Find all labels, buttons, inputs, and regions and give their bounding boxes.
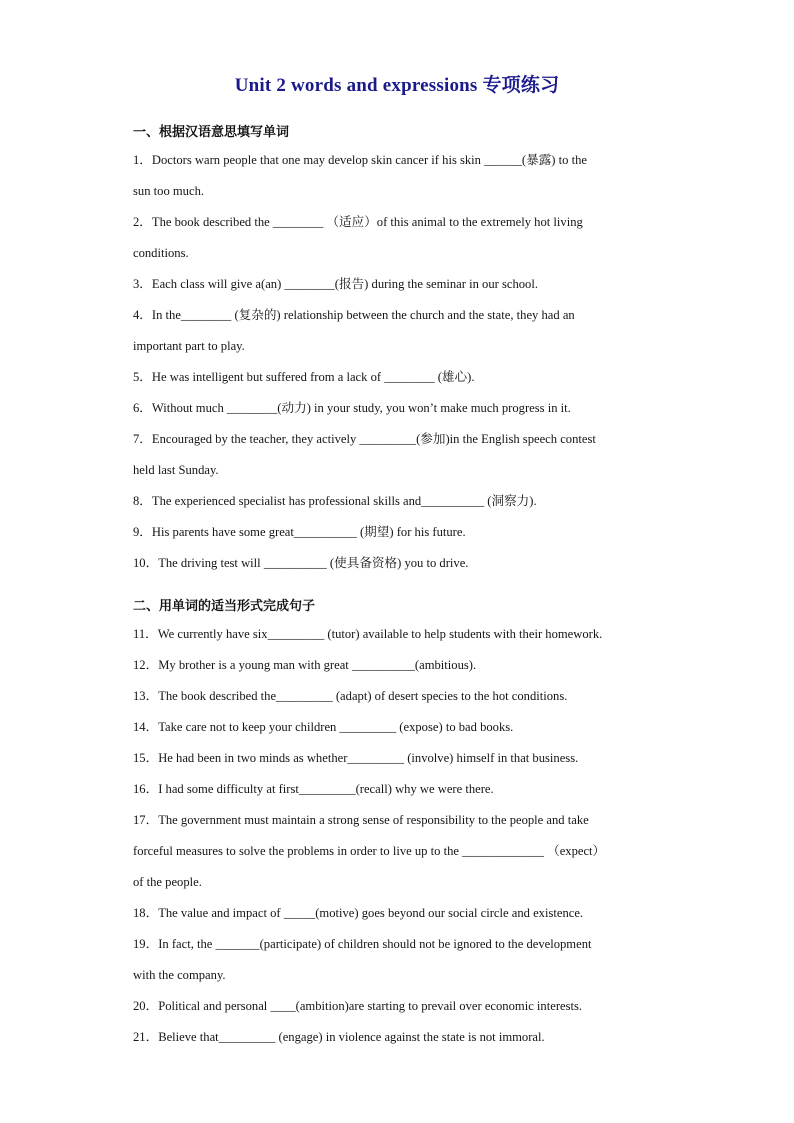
question-2-continued: conditions. xyxy=(133,246,189,260)
question-9: 9．His parents have some great__________ (期望) for his future. xyxy=(133,525,466,539)
question-18: 18．The value and impact of _____(motive) goes beyond our social circle and existence. xyxy=(133,906,584,920)
section-1-heading: 一、根据汉语意思填写单词 xyxy=(133,125,290,140)
question-21: 21．Believe that_________ (engage) in violence against the state is not immoral. xyxy=(133,1030,545,1044)
question-14: 14．Take care not to keep your children _________ (expose) to bad books. xyxy=(133,720,514,734)
question-10: 10．The driving test will __________ (使具备资格) you to drive. xyxy=(133,556,469,570)
question-17-continued: forceful measures to solve the problems in order to live up to the _____________ （expect） xyxy=(133,844,606,858)
question-7: 7．Encouraged by the teacher, they actively _________(参加)in the English speech contest xyxy=(133,432,596,446)
question-17-continued-2: of the people. xyxy=(133,875,202,889)
exercise-content xyxy=(133,121,663,1053)
question-1-continued: sun too much. xyxy=(133,184,205,198)
section-2-items xyxy=(133,619,663,1053)
question-15: 15．He had been in two minds as whether_________ (involve) himself in that business. xyxy=(133,751,579,765)
question-2: 2．The book described the ________ （适应）of this animal to the extremely hot living xyxy=(133,215,583,229)
question-11: 11．We currently have six_________ (tutor) available to help students with their homework. xyxy=(133,627,603,641)
question-16: 16．I had some difficulty at first_________(recall) why we were there. xyxy=(133,782,494,796)
section-2-heading: 二、用单词的适当形式完成句子 xyxy=(133,599,316,614)
question-12: 12．My brother is a young man with great __________(ambitious). xyxy=(133,658,477,672)
question-20: 20．Political and personal ____(ambition)are starting to prevail over economic interests. xyxy=(133,999,583,1013)
question-13: 13．The book described the_________ (adapt) of desert species to the hot conditions. xyxy=(133,689,568,703)
question-8: 8．The experienced specialist has professional skills and__________ (洞察力). xyxy=(133,494,537,508)
question-19: 19．In fact, the _______(participate) of children should not be ignored to the development xyxy=(133,937,592,951)
question-19-continued: with the company. xyxy=(133,968,226,982)
question-17: 17．The government must maintain a strong sense of responsibility to the people and take xyxy=(133,813,589,827)
section-1-items xyxy=(133,145,663,579)
question-7-continued: held last Sunday. xyxy=(133,463,219,477)
question-4: 4．In the________ (复杂的) relationship between the church and the state, they had an xyxy=(133,308,575,322)
question-5: 5．He was intelligent but suffered from a lack of ________ (雄心). xyxy=(133,370,475,384)
page-title: Unit 2 words and expressions 专项练习 xyxy=(234,75,560,96)
question-6: 6．Without much ________(动力) in your study, you won’t make much progress in it. xyxy=(133,401,571,415)
question-3: 3．Each class will give a(an) ________(报告) during the seminar in our school. xyxy=(133,277,539,291)
question-1: 1．Doctors warn people that one may develop skin cancer if his skin ______(暴露) to the xyxy=(133,153,587,167)
question-4-continued: important part to play. xyxy=(133,339,245,353)
